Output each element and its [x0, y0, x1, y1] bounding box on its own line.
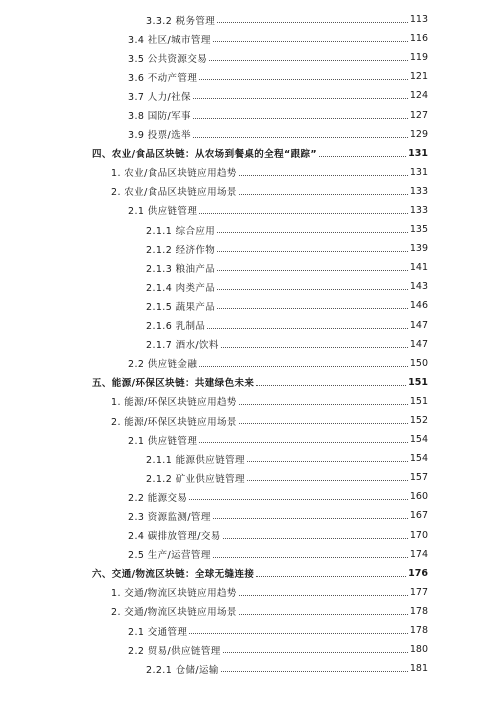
toc-entry[interactable]: [0, 182, 500, 201]
toc-entry-page-number: 180: [409, 644, 428, 656]
toc-entry-page-number: 151: [409, 395, 428, 407]
toc-entry[interactable]: [0, 335, 500, 354]
dot-leader: [207, 328, 408, 329]
dot-leader: [217, 251, 408, 252]
toc-entry[interactable]: [0, 373, 500, 392]
toc-entry[interactable]: [0, 621, 500, 640]
toc-entry-title: 六、交通/物流区块链：全球无缝连接: [92, 569, 255, 581]
toc-entry[interactable]: [0, 316, 500, 335]
toc-entry[interactable]: [0, 449, 500, 468]
toc-entry[interactable]: [0, 430, 500, 449]
toc-entry[interactable]: [0, 29, 500, 48]
dot-leader: [247, 480, 408, 481]
toc-entry-title: 2.2 贸易/供应链管理: [128, 645, 221, 657]
toc-entry-title: 2. 交通/物流区块链应用场景: [111, 607, 237, 619]
toc-entry-page-number: 113: [409, 14, 428, 26]
toc-entry-page-number: 133: [409, 185, 428, 197]
toc-entry-title: 2.1 供应链管理: [128, 206, 198, 218]
toc-entry-page-number: 133: [409, 204, 428, 216]
toc-entry[interactable]: [0, 144, 500, 163]
toc-entry[interactable]: [0, 86, 500, 105]
dot-leader: [239, 423, 408, 424]
toc-entry-page-number: 170: [409, 529, 428, 541]
dot-leader: [193, 118, 408, 119]
toc-entry-page-number: 119: [409, 52, 428, 64]
table-of-contents: [0, 10, 500, 678]
toc-entry[interactable]: [0, 67, 500, 86]
toc-entry-title: 四、农业/食品区块链：从农场到餐桌的全程“跟踪”: [92, 149, 318, 161]
dot-leader: [189, 633, 408, 634]
toc-entry[interactable]: [0, 411, 500, 430]
dot-leader: [199, 442, 408, 443]
dot-leader: [239, 404, 408, 405]
toc-entry-page-number: 181: [409, 663, 428, 675]
dot-leader: [217, 308, 408, 309]
toc-entry-title: 3.9 投票/选举: [128, 130, 191, 142]
toc-entry-title: 3.6 不动产管理: [128, 72, 198, 84]
dot-leader: [193, 137, 408, 138]
toc-entry[interactable]: [0, 125, 500, 144]
toc-entry-title: 3.5 公共资源交易: [128, 53, 208, 65]
toc-entry-page-number: 143: [409, 281, 428, 293]
toc-entry-page-number: 127: [409, 109, 428, 121]
toc-entry-title: 2.1.2 矿业供应链管理: [146, 473, 245, 485]
dot-leader: [247, 461, 408, 462]
toc-entry[interactable]: [0, 201, 500, 220]
toc-entry-page-number: 154: [409, 434, 428, 446]
dot-leader: [239, 595, 408, 596]
toc-entry[interactable]: [0, 220, 500, 239]
toc-entry-title: 2.4 碳排放管理/交易: [128, 531, 221, 543]
toc-entry[interactable]: [0, 10, 500, 29]
toc-entry-title: 2.3 资源监测/管理: [128, 511, 211, 523]
toc-entry-title: 2. 能源/环保区块链应用场景: [111, 416, 237, 428]
toc-entry[interactable]: [0, 640, 500, 659]
toc-entry-page-number: 139: [409, 243, 428, 255]
toc-entry[interactable]: [0, 392, 500, 411]
toc-entry[interactable]: [0, 602, 500, 621]
dot-leader: [217, 289, 408, 290]
toc-entry-title: 2.2 能源交易: [128, 492, 188, 504]
toc-entry-page-number: 124: [409, 90, 428, 102]
toc-entry-title: 3.3.2 税务管理: [146, 15, 216, 27]
dot-leader: [256, 576, 406, 577]
dot-leader: [221, 671, 408, 672]
dot-leader: [213, 41, 408, 42]
toc-entry-page-number: 146: [409, 300, 428, 312]
toc-entry-page-number: 152: [409, 415, 428, 427]
toc-entry[interactable]: [0, 105, 500, 124]
toc-entry[interactable]: [0, 564, 500, 583]
toc-entry-title: 2. 农业/食品区块链应用场景: [111, 187, 237, 199]
toc-entry-title: 3.7 人力/社保: [128, 91, 191, 103]
toc-entry-title: 2.1 交通管理: [128, 626, 188, 638]
dot-leader: [199, 366, 408, 367]
dot-leader: [213, 557, 408, 558]
dot-leader: [199, 79, 408, 80]
toc-entry[interactable]: [0, 277, 500, 296]
toc-entry-title: 2.5 生产/运营管理: [128, 550, 211, 562]
toc-entry-title: 2.1.4 肉类产品: [146, 282, 216, 294]
toc-entry-title: 五、能源/环保区块链：共建绿色未来: [92, 378, 255, 390]
toc-entry-page-number: 147: [409, 319, 428, 331]
dot-leader: [199, 213, 408, 214]
toc-entry-title: 3.4 社区/城市管理: [128, 34, 211, 46]
toc-entry[interactable]: [0, 239, 500, 258]
toc-entry-page-number: 176: [408, 567, 428, 579]
dot-leader: [189, 499, 408, 500]
toc-entry-page-number: 121: [409, 71, 428, 83]
toc-entry[interactable]: [0, 48, 500, 67]
dot-leader: [217, 270, 408, 271]
toc-entry-title: 2.1.3 粮油产品: [146, 263, 216, 275]
toc-entry-page-number: 131: [408, 147, 428, 159]
dot-leader: [223, 538, 408, 539]
toc-entry-title: 2.1.1 综合应用: [146, 225, 216, 237]
toc-entry-page-number: 151: [408, 376, 428, 388]
toc-entry-title: 3.8 国防/军事: [128, 111, 191, 123]
toc-entry-title: 2.1.1 能源供应链管理: [146, 454, 245, 466]
toc-entry-title: 2.1.2 经济作物: [146, 244, 216, 256]
dot-leader: [209, 60, 408, 61]
dot-leader: [319, 156, 406, 157]
dot-leader: [221, 347, 408, 348]
toc-entry[interactable]: [0, 163, 500, 182]
toc-entry-title: 2.1.7 酒水/饮料: [146, 340, 219, 352]
toc-entry[interactable]: [0, 659, 500, 678]
dot-leader: [213, 518, 408, 519]
toc-entry[interactable]: [0, 468, 500, 487]
toc-entry-page-number: 157: [409, 472, 428, 484]
toc-entry[interactable]: [0, 258, 500, 277]
dot-leader: [193, 98, 408, 99]
toc-entry-title: 2.1.5 蔬果产品: [146, 301, 216, 313]
toc-entry-page-number: 178: [409, 605, 428, 617]
toc-entry-title: 2.1.6 乳制品: [146, 321, 206, 333]
toc-entry-title: 2.2.1 仓储/运输: [146, 664, 219, 676]
toc-entry[interactable]: [0, 296, 500, 315]
toc-entry[interactable]: [0, 545, 500, 564]
toc-entry-page-number: 160: [409, 491, 428, 503]
toc-entry-page-number: 167: [409, 510, 428, 522]
dot-leader: [223, 652, 408, 653]
toc-entry-page-number: 147: [409, 338, 428, 350]
toc-entry-page-number: 178: [409, 625, 428, 637]
dot-leader: [239, 194, 408, 195]
dot-leader: [256, 385, 406, 386]
toc-entry-page-number: 141: [409, 262, 428, 274]
toc-entry-title: 1. 农业/食品区块链应用趋势: [111, 168, 237, 180]
toc-entry[interactable]: [0, 487, 500, 506]
toc-entry-page-number: 174: [409, 548, 428, 560]
toc-entry[interactable]: [0, 583, 500, 602]
toc-entry[interactable]: [0, 526, 500, 545]
toc-entry-title: 2.1 供应链管理: [128, 435, 198, 447]
toc-entry-page-number: 135: [409, 224, 428, 236]
toc-entry-page-number: 116: [409, 33, 428, 45]
toc-entry-page-number: 154: [409, 453, 428, 465]
toc-entry-page-number: 131: [409, 166, 428, 178]
toc-entry[interactable]: [0, 506, 500, 525]
toc-entry-title: 1. 交通/物流区块链应用趋势: [111, 588, 237, 600]
toc-entry-page-number: 129: [409, 128, 428, 140]
dot-leader: [217, 22, 408, 23]
toc-entry[interactable]: [0, 354, 500, 373]
dot-leader: [217, 232, 408, 233]
toc-entry-title: 1. 能源/环保区块链应用趋势: [111, 397, 237, 409]
toc-entry-page-number: 177: [409, 586, 428, 598]
dot-leader: [239, 175, 408, 176]
toc-entry-page-number: 150: [409, 357, 428, 369]
dot-leader: [239, 614, 408, 615]
toc-entry-title: 2.2 供应链金融: [128, 359, 198, 371]
